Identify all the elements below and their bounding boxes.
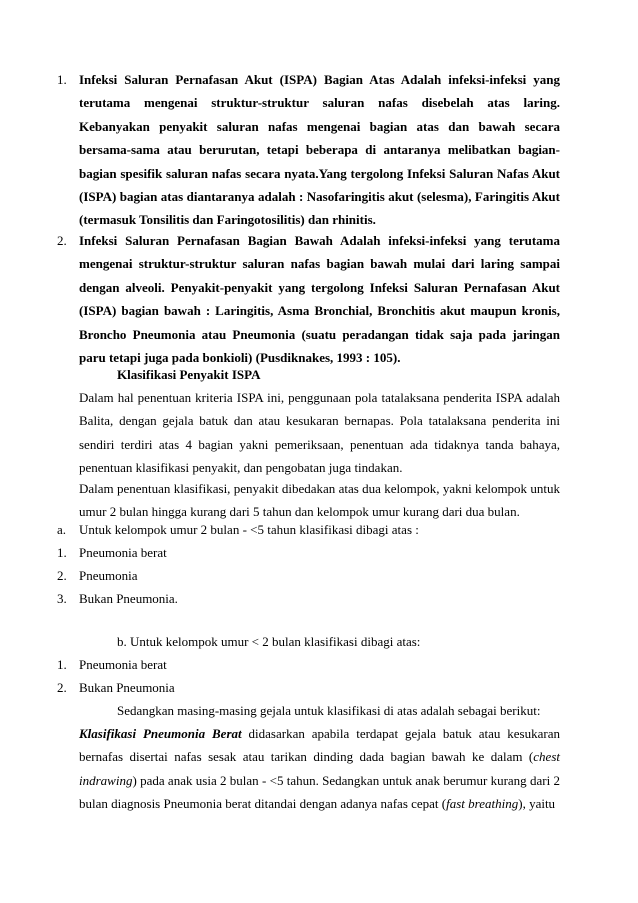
list-item: Bukan Pneumonia: [79, 680, 175, 695]
list-item: Pneumonia: [79, 568, 138, 583]
term-emphasis: chest indrawing: [79, 749, 560, 788]
paragraph: Sedangkan masing-masing gejala untuk klasifikasi di atas adalah sebagai berikut:: [117, 703, 541, 718]
paragraph-text: ), yaitu: [518, 796, 556, 812]
list-number: 2.: [57, 568, 67, 583]
list-number: 2.: [57, 233, 67, 248]
list-number: 1.: [57, 657, 67, 672]
paragraph-text: didasarkan apabila terdapat gejala batuk atau kesukaran bernafas disertai nafas sesak atau tarikan dinding dada bagian bawah ke dalam (: [79, 726, 560, 765]
paragraph: [79, 722, 560, 816]
group-text: b. Untuk kelompok umur < 2 bulan klasifikasi dibagi atas:: [117, 634, 421, 649]
list-item-text: Infeksi Saluran Pernafasan Bagian Bawah Adalah infeksi-infeksi yang terutama mengenai struktur-struktur saluran nafas bagian bawah mulai dari laring sampai dengan alveoli. Penyakit-penyakit yang tergolong Infeksi Saluran Pernafasan Akut (ISPA) bagian bawah : Laringitis, Asma Bronchial, Bronchitis akut maupun kronis, Broncho Pneumonia atau Pneumonia (suatu peradangan tidak saja pada jaringan paru tetapi juga pada bonkioli) (Pusdiknakes, 1993 : 105).: [79, 233, 560, 366]
list-number: 3.: [57, 591, 67, 606]
group-text: Untuk kelompok umur 2 bulan - <5 tahun klasifikasi dibagi atas :: [79, 522, 419, 537]
list-item: Bukan Pneumonia.: [79, 591, 178, 606]
list-item-text: Infeksi Saluran Pernafasan Akut (ISPA) Bagian Atas Adalah infeksi-infeksi yang terutama mengenai struktur-struktur saluran nafas disebelah atas laring. Kebanyakan penyakit saluran nafas mengenai bagian atas dan bawah secara bersama-sama atau berurutan, tetapi beberapa di antaranya melibatkan bagian-bagian spesifik saluran nafas secara nyata.Yang tergolong Infeksi Saluran Nafas Akut (ISPA) bagian atas diantaranya adalah : Nasofaringitis akut (selesma), Faringitis Akut (termasuk Tonsilitis dan Faringotosilitis) dan rhinitis.: [79, 72, 560, 228]
group-label: a.: [57, 522, 67, 537]
paragraph: Dalam penentuan klasifikasi, penyakit dibedakan atas dua kelompok, yakni kelompok untuk umur 2 bulan hingga kurang dari 5 tahun dan kelompok umur kurang dari dua bulan.: [79, 481, 560, 520]
list-number: 1.: [57, 72, 67, 87]
term-emphasis: Klasifikasi Pneumonia Berat: [79, 726, 242, 741]
term-emphasis: fast breathing: [446, 796, 519, 812]
list-item: Pneumonia berat: [79, 657, 167, 672]
paragraph: Dalam hal penentuan kriteria ISPA ini, penggunaan pola tatalaksana penderita ISPA adalah Balita, dengan gejala batuk dan atau kesukaran bernapas. Pola tatalaksana penderita ini sendiri terdiri atas 4 bagian yakni pemeriksaan, penentuan ada tidaknya tanda bahaya, penentuan klasifikasi penyakit, dan pengobatan juga tindakan.: [79, 390, 560, 476]
paragraph-text: ) pada anak usia 2 bulan - <5 tahun. Sedangkan untuk anak berumur kurang dari 2 bulan diagnosis Pneumonia berat ditandai dengan adanya nafas cepat (: [79, 772, 560, 812]
list-number: 2.: [57, 680, 67, 695]
section-heading: Klasifikasi Penyakit ISPA: [117, 367, 261, 382]
list-item: Pneumonia berat: [79, 545, 167, 560]
list-number: 1.: [57, 545, 67, 560]
